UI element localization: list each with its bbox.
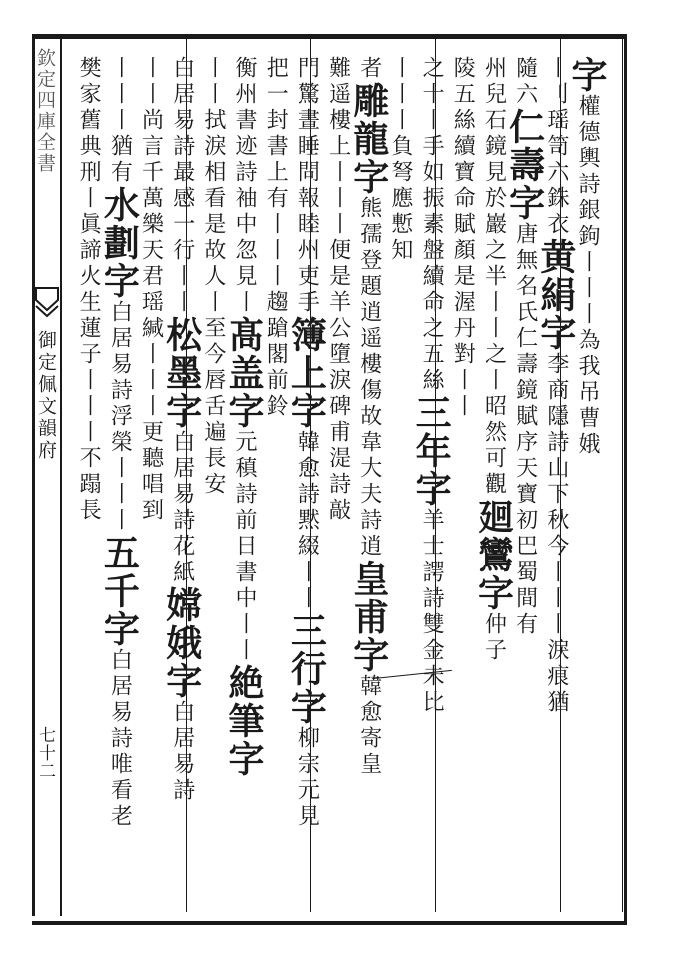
headword: 髙盖字 xyxy=(223,316,266,430)
spine-top-title: 欽定四庫全書 xyxy=(34,48,56,174)
column-text: 州兒石鏡見於巖之半丨丨之丨昭然可觀 xyxy=(481,56,507,498)
column-text: 韓愈詩黙綴丨丨 xyxy=(294,430,320,612)
column-text: 至今唇舌遍長安 xyxy=(200,316,226,498)
column-text: 子丨丨丨不蹋長 xyxy=(76,342,102,524)
column-text: 之十丨手如振素盤續命之五絲 xyxy=(419,56,445,394)
headword: 嫦娥字 xyxy=(160,586,203,700)
column-text: 丨眞諦火生蓮 xyxy=(76,186,102,342)
column-text: 丨丨拭淚相看是故人丨 xyxy=(200,56,226,316)
spine-book-title: 御定佩文韻府 xyxy=(35,330,57,462)
column-text: 隨六 xyxy=(512,56,538,108)
column-text: 更聽唱到 xyxy=(138,420,164,524)
text-column xyxy=(410,56,453,906)
headword: 黄絹字 xyxy=(534,238,577,352)
column-rule xyxy=(622,38,623,912)
column-text: 瑶緘丨丨丨 xyxy=(138,290,164,420)
column-text: 白居易詩 xyxy=(169,700,195,804)
headword: 三行字 xyxy=(285,612,328,726)
headword: 三年字 xyxy=(410,394,453,508)
column-text: 丨丨丨負弩應慙知 xyxy=(387,56,413,264)
text-column xyxy=(285,56,328,906)
text-column xyxy=(160,56,203,906)
headword: 五千字 xyxy=(98,534,141,648)
column-text: 羊士諤詩雙金未比 xyxy=(419,508,445,716)
text-column xyxy=(223,56,266,906)
column-text: 白居易詩最感一行丨丨 xyxy=(169,56,195,316)
headword: 絶筆字 xyxy=(223,664,266,778)
column-text: 白居易詩花紙 xyxy=(169,430,195,586)
text-column xyxy=(534,56,577,906)
column-text: 樊家舊典刑 xyxy=(76,56,102,186)
page-number: 七十二 xyxy=(35,726,55,780)
headword: 仁壽字 xyxy=(503,108,546,222)
column-text: 李商隱詩山下秋今丨丨丨淚痕猶 xyxy=(543,352,569,716)
column-text: 白居易詩唯看老 xyxy=(107,648,133,830)
text-column xyxy=(136,56,165,906)
headword: 簿上字 xyxy=(285,316,328,430)
column-text: 者 xyxy=(356,56,382,82)
column-text: 丨丨丨猶有 xyxy=(107,56,133,186)
text-column xyxy=(565,56,608,906)
column-text: 仲子 xyxy=(481,612,507,664)
column-text: 遥樓上丨丨丨便是羊公墮淚碑 xyxy=(325,82,351,420)
fish-tail-mark-icon xyxy=(34,286,60,326)
column-text: 元稹詩前日書中丨丨 xyxy=(232,430,258,664)
column-text: 陵五絲續寶命賦顏是渥丹對丨丨 xyxy=(450,56,476,420)
text-column xyxy=(74,56,103,906)
column-text: 把一封書上有丨丨丨趨蹌閣前鈴 xyxy=(263,56,289,420)
column-text: 丨丨尚言千萬樂天君 xyxy=(138,56,164,290)
headword: 雕龍字 xyxy=(347,82,390,196)
text-column xyxy=(472,56,515,906)
column-text: 衡州書迹詩袖中忽見丨 xyxy=(232,56,258,316)
column-text: 熊孺登題逍遥樓傷故韋大夫詩逍 xyxy=(356,196,382,560)
column-text: 甫湜詩敲 xyxy=(325,420,351,524)
column-text: 唐無名氏仁壽鏡賦序天寶初巴蜀間有 xyxy=(512,222,538,638)
column-text: 柳宗元見 xyxy=(294,726,320,830)
column-text: 白居易詩浮榮丨丨丨 xyxy=(107,300,133,534)
column-text: 丨刂瑶笥六銖衣 xyxy=(543,56,569,238)
text-column xyxy=(448,56,477,906)
column-text: 權德輿詩銀鉤丨丨丨為我吊曹娥 xyxy=(574,94,600,458)
column-text: 門驚晝睡問報睦州吏手 xyxy=(294,56,320,316)
headword: 皇甫字 xyxy=(347,560,390,674)
text-column xyxy=(199,56,228,906)
column-text: 韓愈寄皇 xyxy=(356,674,382,778)
text-column xyxy=(323,56,352,906)
headword: 水劃字 xyxy=(98,186,141,300)
column-text: 難 xyxy=(325,56,351,82)
text-column xyxy=(98,56,141,906)
text-column xyxy=(347,56,390,906)
text-column xyxy=(261,56,290,906)
headword: 廻鸞字 xyxy=(472,498,515,612)
text-column xyxy=(503,56,546,906)
headword: 字 xyxy=(565,56,608,94)
headword: 松墨字 xyxy=(160,316,203,430)
text-column xyxy=(386,56,415,906)
